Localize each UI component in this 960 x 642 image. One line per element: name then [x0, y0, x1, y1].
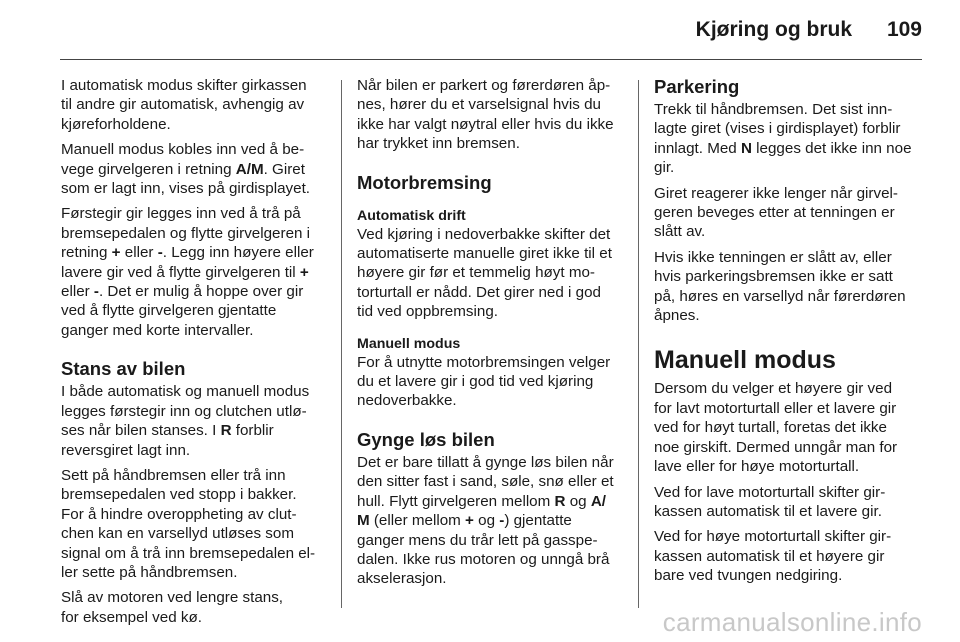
text-span: ) gjentatte ganger mens du trår lett på gasspe- dalen. Ikke rus motoren og unngå brå akselerasjon.: [357, 512, 610, 588]
text-span: og: [473, 512, 500, 530]
section-heading-motorbremsing: Motorbremsing: [357, 171, 492, 193]
section-heading-parkering: Parkering: [654, 76, 740, 97]
page-number: 109: [886, 18, 922, 41]
chapter-heading-manuell-modus: Manuell modus: [654, 346, 836, 375]
bold-text: -: [93, 283, 99, 301]
paragraph: Når bilen er parkert og førerdøren åp- nes, hører du et varselsignal hvis du ikke har valgt nøytral eller hvis du ikke har trykket inn bremsen.: [357, 77, 614, 153]
text-span: I både automatisk og manuell modus legges førstegir inn og clutchen utlø- ses når bilen stanses. I: [61, 383, 310, 440]
text-span: Trekk til håndbremsen. Det sist inn- lagte giret (vises i girdisplayet) forblir innlagt. Med: [654, 101, 901, 157]
bold-text: N: [740, 139, 752, 157]
paragraph: Hvis ikke tenningen er slått av, eller hvis parkeringsbremsen ikke er satt på, høres en varsellyd når førerdøren åpnes.: [654, 248, 906, 325]
paragraph: Giret reagerer ikke lenger når girvel- geren beveges etter at tenningen er slått av.: [654, 184, 898, 241]
paragraph: [357, 453, 627, 589]
text-span: . Legg inn høyere eller lavere gir ved å flytte girvelgeren til: [61, 244, 314, 281]
paragraph: Ved for høye motorturtall skifter gir- kassen automatisk til et høyere gir bare ved tvungen nedgiring.: [654, 528, 892, 585]
text-span: legges det ikke inn noe gir.: [654, 139, 912, 177]
bold-text: R: [554, 492, 566, 510]
paragraph: [61, 204, 331, 340]
paragraph: Ved kjøring i nedoverbakke skifter det automatiserte manuelle giret ikke til et høyere gir før et temmelig høyt mo- torturtall er nådd. Det girer ned i god tid ved oppbremsing.: [357, 225, 612, 321]
section-heading-gynge: Gynge løs bilen: [357, 428, 495, 450]
bold-text: +: [111, 244, 121, 262]
paragraph: I automatisk modus skifter girkassen til andre gir automatisk, avhengig av kjøreforholdene.: [61, 77, 307, 133]
section-heading-stans: Stans av bilen: [61, 358, 186, 380]
text-span: (eller mellom: [369, 512, 466, 530]
bold-text: -: [499, 512, 505, 530]
text-span: . Det er mulig å hoppe over gir ved å flytte girvelgeren gjentatte ganger med korte intervaller.: [61, 283, 304, 339]
paragraph: [61, 382, 331, 460]
paragraph: Sett på håndbremsen eller trå inn bremsepedalen ved stopp i bakker. For å hindre overoppheting av clut- chen kan en varsellyd utløses som signal om å trå inn bremsepedalen el- ler sette på håndbremsen.: [61, 466, 316, 581]
text-span: forblir reversgiret lagt inn.: [61, 422, 274, 459]
text-span: Det er bare tillatt å gynge løs bilen når den sitter fast i sand, søle, snø eller et hull. Flytt girvelgeren mellom: [357, 453, 614, 510]
paragraph: Dersom du velger et høyere gir ved for lavt motorturtall eller et lavere gir ved for høyt turtall, foretas det ikke noe girskift. Dermed unngår man for lave eller for høye motorturtall.: [654, 380, 898, 476]
paragraph: Slå av motoren ved lengre stans, for eksempel ved kø.: [61, 589, 284, 626]
page-title: Kjøring og bruk: [695, 18, 852, 41]
text-span: Manuell modus kobles inn ved å be- vege girvelgeren i retning: [61, 141, 305, 178]
bold-text: -: [157, 244, 163, 262]
text-span: eller: [61, 283, 90, 301]
watermark: carmanualsonline.info: [662, 607, 922, 637]
text-span: Førstegir gir legges inn ved å trå på bremsepedalen og flytte girvelgeren i retning: [61, 205, 311, 262]
column-2: [357, 76, 627, 595]
subheading-manuell-modus: Manuell modus: [357, 335, 461, 352]
subheading-automatisk-drift: Automatisk drift: [357, 207, 466, 224]
bold-text: A/ M: [357, 492, 607, 530]
column-divider: [638, 80, 639, 608]
column-1: [61, 76, 331, 633]
paragraph: [61, 140, 331, 198]
bold-text: +: [299, 263, 309, 281]
column-divider: [341, 80, 342, 608]
bold-text: +: [465, 512, 474, 530]
bold-text: A/M: [235, 160, 264, 178]
paragraph: Ved for lave motorturtall skifter gir- kassen automatisk til et lavere gir.: [654, 483, 886, 520]
text-span: eller: [120, 244, 158, 262]
page-header: [0, 0, 960, 60]
text-span: . Giret som er lagt inn, vises på girdisplayet.: [61, 160, 311, 198]
bold-text: R: [220, 422, 232, 440]
paragraph: [654, 100, 924, 178]
column-3: [654, 76, 924, 592]
text-span: og: [565, 492, 591, 510]
header-rule: [60, 59, 922, 60]
paragraph: For å utnytte motorbremsingen velger du et lavere gir i god tid ved kjøring nedoverbakke.: [357, 353, 611, 410]
